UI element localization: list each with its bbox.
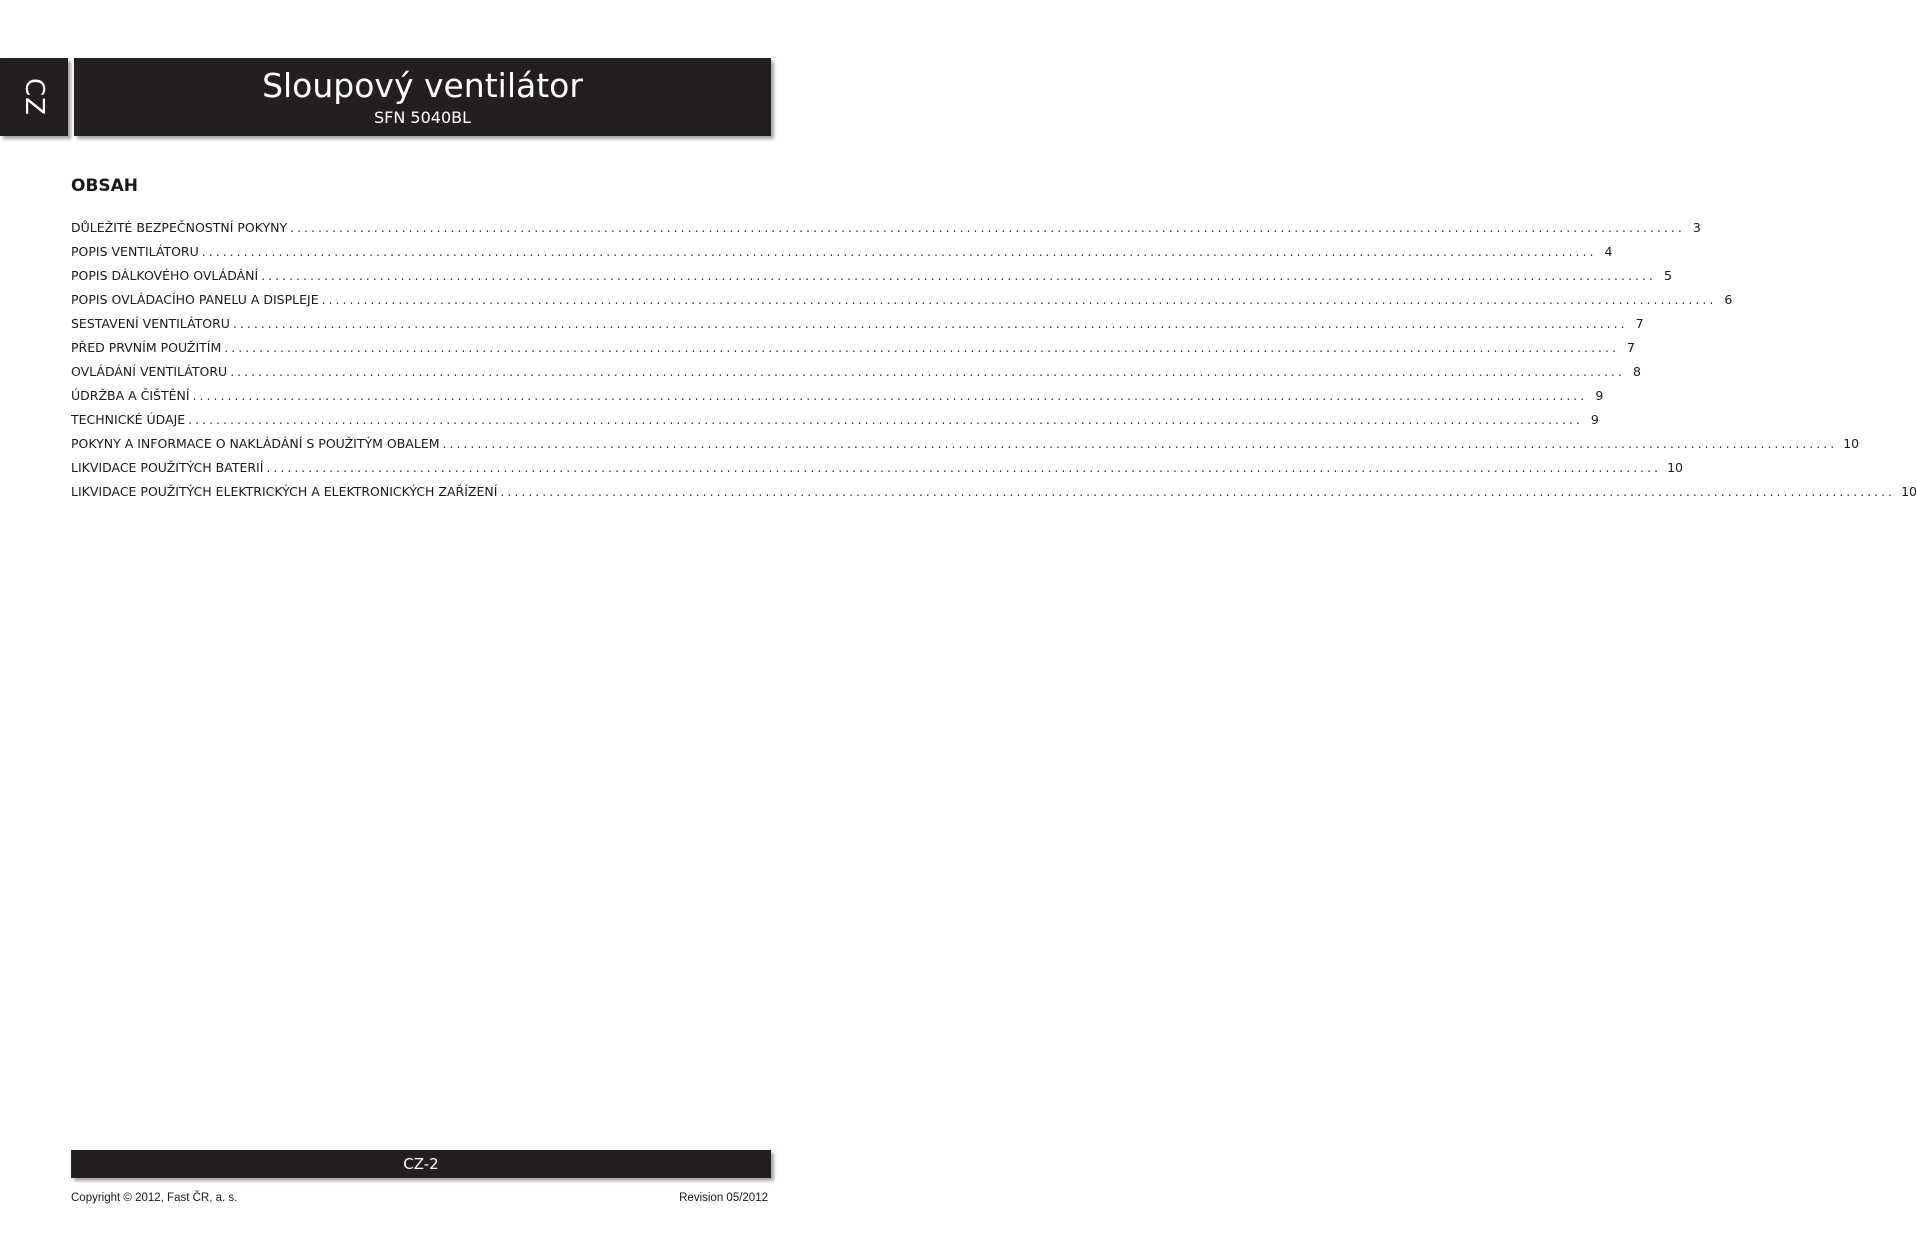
- toc-entry[interactable]: [71, 288, 1733, 312]
- page-number-label: CZ-2: [403, 1155, 439, 1173]
- toc-dot-leader: ........................................................................................................................................................................................................: [232, 316, 1628, 331]
- toc-entry[interactable]: [71, 360, 1641, 384]
- toc-entry-page: 8: [1632, 364, 1641, 379]
- toc-entry[interactable]: [71, 216, 1701, 240]
- toc-dot-leader: ........................................................................................................................................................................................................: [266, 460, 1662, 475]
- toc-entry-label: POPIS OVLÁDACÍHO PANELU A DISPLEJE: [71, 292, 319, 307]
- toc-entry-label: OVLÁDÁNÍ VENTILÁTORU: [71, 364, 228, 379]
- toc-entry-page: 6: [1724, 292, 1733, 307]
- revision-label: Revision 05/2012: [679, 1192, 768, 1204]
- toc-entry-label: LIKVIDACE POUŽITÝCH BATERIÍ: [71, 460, 264, 475]
- toc-entry-page: 10: [1901, 484, 1917, 499]
- footer-banner: [71, 1150, 771, 1178]
- toc-dot-leader: ........................................................................................................................................................................................................: [230, 364, 1625, 379]
- page-title: Sloupový ventilátor: [262, 66, 583, 105]
- toc-entry-label: SESTAVENÍ VENTILÁTORU: [71, 316, 230, 331]
- toc-dot-leader: ........................................................................................................................................................................................................: [188, 412, 1583, 427]
- toc-entry-label: LIKVIDACE POUŽITÝCH ELEKTRICKÝCH A ELEKTRONICKÝCH ZAŘÍZENÍ: [71, 484, 498, 499]
- toc-entry-label: ÚDRŽBA A ČIŠTĚNÍ: [71, 388, 190, 403]
- toc-entry-page: 9: [1590, 412, 1599, 427]
- toc-entry-label: POPIS DÁLKOVÉHO OVLÁDÁNÍ: [71, 268, 259, 283]
- toc-entry-page: 7: [1635, 316, 1644, 331]
- toc-dot-leader: ........................................................................................................................................................................................................: [224, 340, 1619, 355]
- language-label: CZ: [19, 78, 49, 116]
- copyright-notice: Copyright © 2012, Fast ČR, a. s.: [71, 1192, 238, 1204]
- toc-dot-leader: ........................................................................................................................................................................................................: [201, 244, 1597, 259]
- toc-entry[interactable]: [71, 312, 1644, 336]
- toc-entry[interactable]: [71, 384, 1604, 408]
- toc-dot-leader: ........................................................................................................................................................................................................: [261, 268, 1656, 283]
- toc-entry-page: 9: [1595, 388, 1604, 403]
- toc-entry-label: POKYNY A INFORMACE O NAKLÁDÁNÍ S POUŽITÝM OBALEM: [71, 436, 440, 451]
- toc-entry-label: DŮLEŽITÉ BEZPEČNOSTNÍ POKYNY: [71, 220, 288, 235]
- toc-dot-leader: ........................................................................................................................................................................................................: [290, 220, 1685, 235]
- toc-entry-page: 10: [1843, 436, 1860, 451]
- toc-entry[interactable]: [71, 432, 1860, 456]
- toc-dot-leader: ........................................................................................................................................................................................................: [192, 388, 1588, 403]
- language-tab: [0, 58, 68, 136]
- toc-dot-leader: ........................................................................................................................................................................................................: [500, 484, 1896, 499]
- title-banner: [74, 58, 771, 136]
- toc-entry[interactable]: [71, 336, 1635, 360]
- toc-entry-page: 4: [1604, 244, 1613, 259]
- toc-entry-page: 5: [1663, 268, 1672, 283]
- toc-entry[interactable]: [71, 408, 1599, 432]
- toc-entry[interactable]: [71, 456, 1684, 480]
- toc-dot-leader: ........................................................................................................................................................................................................: [442, 436, 1838, 451]
- toc-entry-label: PŘED PRVNÍM POUŽITÍM: [71, 340, 222, 355]
- toc-entry-page: 7: [1627, 340, 1635, 355]
- toc-entry[interactable]: [71, 240, 1613, 264]
- toc-heading: OBSAH: [71, 176, 139, 196]
- toc-entry-page: 10: [1667, 460, 1684, 475]
- toc-entry[interactable]: [71, 264, 1672, 288]
- model-number: SFN 5040BL: [373, 108, 472, 127]
- toc-entry-label: POPIS VENTILÁTORU: [71, 244, 199, 259]
- toc-entry-page: 3: [1692, 220, 1701, 235]
- table-of-contents: [71, 216, 1917, 504]
- toc-entry-label: TECHNICKÉ ÚDAJE: [71, 412, 186, 427]
- toc-entry[interactable]: [71, 480, 1917, 504]
- toc-dot-leader: ........................................................................................................................................................................................................: [321, 292, 1717, 307]
